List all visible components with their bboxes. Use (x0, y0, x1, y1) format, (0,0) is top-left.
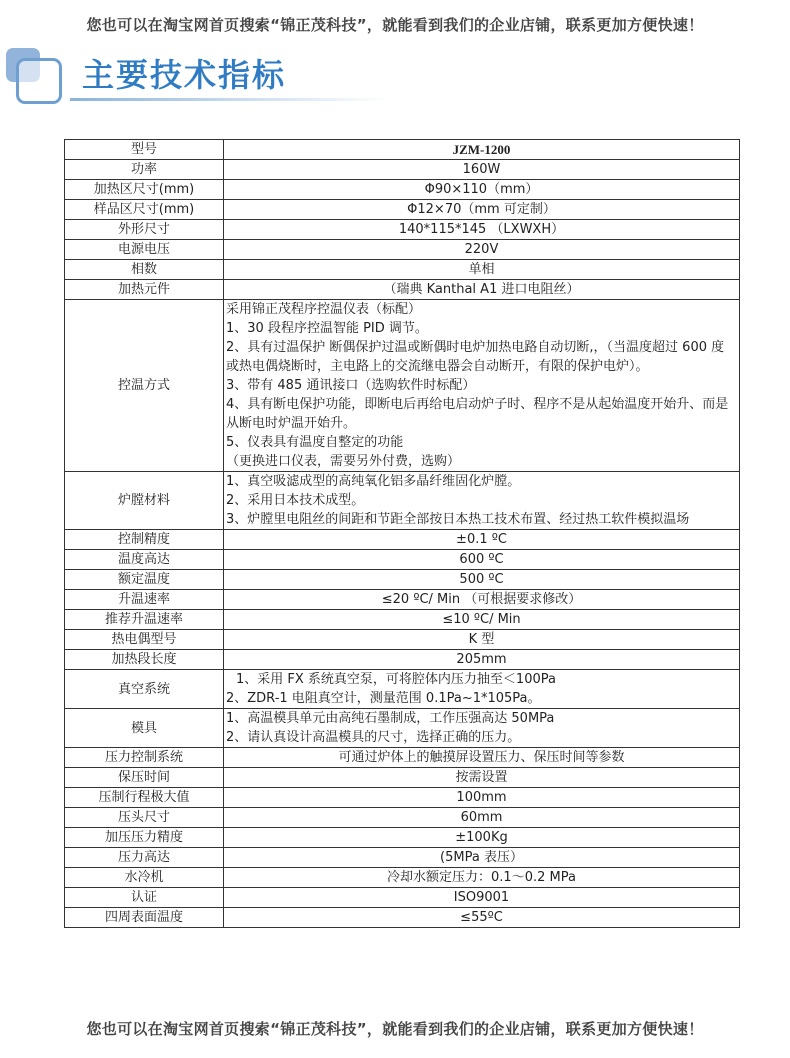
table-row (65, 280, 740, 300)
spec-line: 5、仪表具有温度自整定的功能 (226, 435, 404, 450)
spec-value: ≤55ºC (224, 908, 740, 928)
spec-line: 3、带有 485 通讯接口（选购软件时标配） (226, 378, 476, 393)
table-row (65, 908, 740, 928)
table-row (65, 300, 740, 472)
table-row (65, 888, 740, 908)
spec-value: ±100Kg (224, 828, 740, 848)
title-underline (70, 98, 390, 101)
table-row (65, 610, 740, 630)
spec-label: 加热区尺寸(mm) (65, 180, 224, 200)
spec-label: 模具 (65, 709, 224, 748)
spec-value: K 型 (224, 630, 740, 650)
spec-label: 加热段长度 (65, 650, 224, 670)
bottom-promo-banner: 您也可以在淘宝网首页搜索“锦正茂科技”，就能看到我们的企业店铺，联系更加方便快速！ (86, 1020, 704, 1038)
spec-label: 四周表面温度 (65, 908, 224, 928)
spec-value: ±0.1 ºC (224, 530, 740, 550)
spec-line: 1、高温模具单元由高纯石墨制成，工作压强高达 50MPa (226, 711, 555, 726)
table-row (65, 140, 740, 160)
spec-value: 冷却水额定压力：0.1～0.2 MPa (224, 868, 740, 888)
spec-line: 1、真空吸滤成型的高纯氧化铝多晶纤维固化炉膛。 (226, 474, 521, 489)
spec-label: 功率 (65, 160, 224, 180)
spec-value: ≤10 ºC/ Min (224, 610, 740, 630)
table-row (65, 808, 740, 828)
spec-value: 140*115*145 （LXWXH） (224, 220, 740, 240)
table-row (65, 650, 740, 670)
spec-value: Φ90×110（mm） (224, 180, 740, 200)
table-row (65, 748, 740, 768)
spec-label: 升温速率 (65, 590, 224, 610)
table-row (65, 768, 740, 788)
spec-label: 压制行程极大值 (65, 788, 224, 808)
spec-line: 2、请认真设计高温模具的尺寸，选择正确的压力。 (226, 730, 521, 745)
table-row (65, 220, 740, 240)
spec-table (64, 139, 740, 928)
spec-line: （更换进口仪表，需要另外付费，选购） (226, 454, 461, 469)
spec-value: 单相 (224, 260, 740, 280)
table-row (65, 472, 740, 530)
table-row (65, 200, 740, 220)
table-row (65, 590, 740, 610)
spec-value-model: JZM-1200 (224, 140, 740, 160)
spec-value: 160W (224, 160, 740, 180)
table-row (65, 260, 740, 280)
spec-value: 60mm (224, 808, 740, 828)
table-row (65, 670, 740, 709)
spec-value: 可通过炉体上的触摸屏设置压力、保压时间等参数 (224, 748, 740, 768)
spec-label: 炉膛材料 (65, 472, 224, 530)
table-row (65, 530, 740, 550)
spec-label: 热电偶型号 (65, 630, 224, 650)
section-header (0, 40, 790, 120)
spec-value: 205mm (224, 650, 740, 670)
spec-line: 1、30 段程序控温智能 PID 调节。 (226, 321, 428, 336)
spec-label: 保压时间 (65, 768, 224, 788)
top-promo-banner: 您也可以在淘宝网首页搜索“锦正茂科技”，就能看到我们的企业店铺，联系更加方便快速！ (86, 16, 704, 34)
spec-line: 1、采用 FX 系统真空泵，可将腔体内压力抽至＜100Pa (236, 672, 556, 687)
spec-label: 相数 (65, 260, 224, 280)
spec-label: 加压压力精度 (65, 828, 224, 848)
table-row (65, 570, 740, 590)
table-row (65, 180, 740, 200)
spec-label: 型号 (65, 140, 224, 160)
spec-line: 2、具有过温保护 断偶保护过温或断偶时电炉加热电路自动切断,，（当温度超过 600 度或热电偶烧断时，主电路上的交流继电器会自动断开，有限的保护电炉）。 (226, 340, 725, 374)
decorative-frame-icon (16, 58, 62, 104)
spec-label: 加热元件 (65, 280, 224, 300)
spec-line: 4、具有断电保护功能，即断电后再给电启动炉子时、程序不是从起始温度开始升、而是从断电时炉温开始升。 (226, 397, 729, 431)
spec-label: 压头尺寸 (65, 808, 224, 828)
spec-value: 600 ºC (224, 550, 740, 570)
spec-value-multiline (224, 709, 740, 748)
table-row (65, 848, 740, 868)
spec-label: 额定温度 (65, 570, 224, 590)
spec-value: Φ12×70（mm 可定制） (224, 200, 740, 220)
table-row (65, 160, 740, 180)
spec-value-multiline (224, 670, 740, 709)
table-row (65, 868, 740, 888)
spec-label: 温度高达 (65, 550, 224, 570)
spec-line: 2、ZDR-1 电阻真空计，测量范围 0.1Pa~1*105Pa。 (226, 691, 541, 706)
spec-value: (5MPa 表压） (224, 848, 740, 868)
spec-value: （瑞典 Kanthal A1 进口电阻丝） (224, 280, 740, 300)
spec-label: 认证 (65, 888, 224, 908)
table-row (65, 788, 740, 808)
spec-label: 压力高达 (65, 848, 224, 868)
spec-label: 外形尺寸 (65, 220, 224, 240)
spec-line: 3、炉膛里电阻丝的间距和节距全部按日本热工技术布置、经过热工软件模拟温场 (226, 512, 690, 527)
spec-value: 100mm (224, 788, 740, 808)
spec-value-multiline (224, 472, 740, 530)
table-row (65, 550, 740, 570)
table-row (65, 240, 740, 260)
spec-line: 采用锦正茂程序控温仪表（标配） (226, 302, 422, 317)
spec-value-multiline (224, 300, 740, 472)
spec-value: ISO9001 (224, 888, 740, 908)
spec-label: 控温方式 (65, 300, 224, 472)
spec-value: 500 ºC (224, 570, 740, 590)
spec-label: 压力控制系统 (65, 748, 224, 768)
spec-label: 控制精度 (65, 530, 224, 550)
spec-label: 样品区尺寸(mm) (65, 200, 224, 220)
spec-label: 推荐升温速率 (65, 610, 224, 630)
spec-line: 2、采用日本技术成型。 (226, 493, 365, 508)
spec-value: ≤20 ºC/ Min （可根据要求修改） (224, 590, 740, 610)
table-row (65, 630, 740, 650)
spec-value: 按需设置 (224, 768, 740, 788)
section-title: 主要技术指标 (82, 56, 287, 94)
spec-label: 电源电压 (65, 240, 224, 260)
table-row (65, 828, 740, 848)
table-row (65, 709, 740, 748)
spec-value: 220V (224, 240, 740, 260)
spec-label: 水冷机 (65, 868, 224, 888)
spec-label: 真空系统 (65, 670, 224, 709)
